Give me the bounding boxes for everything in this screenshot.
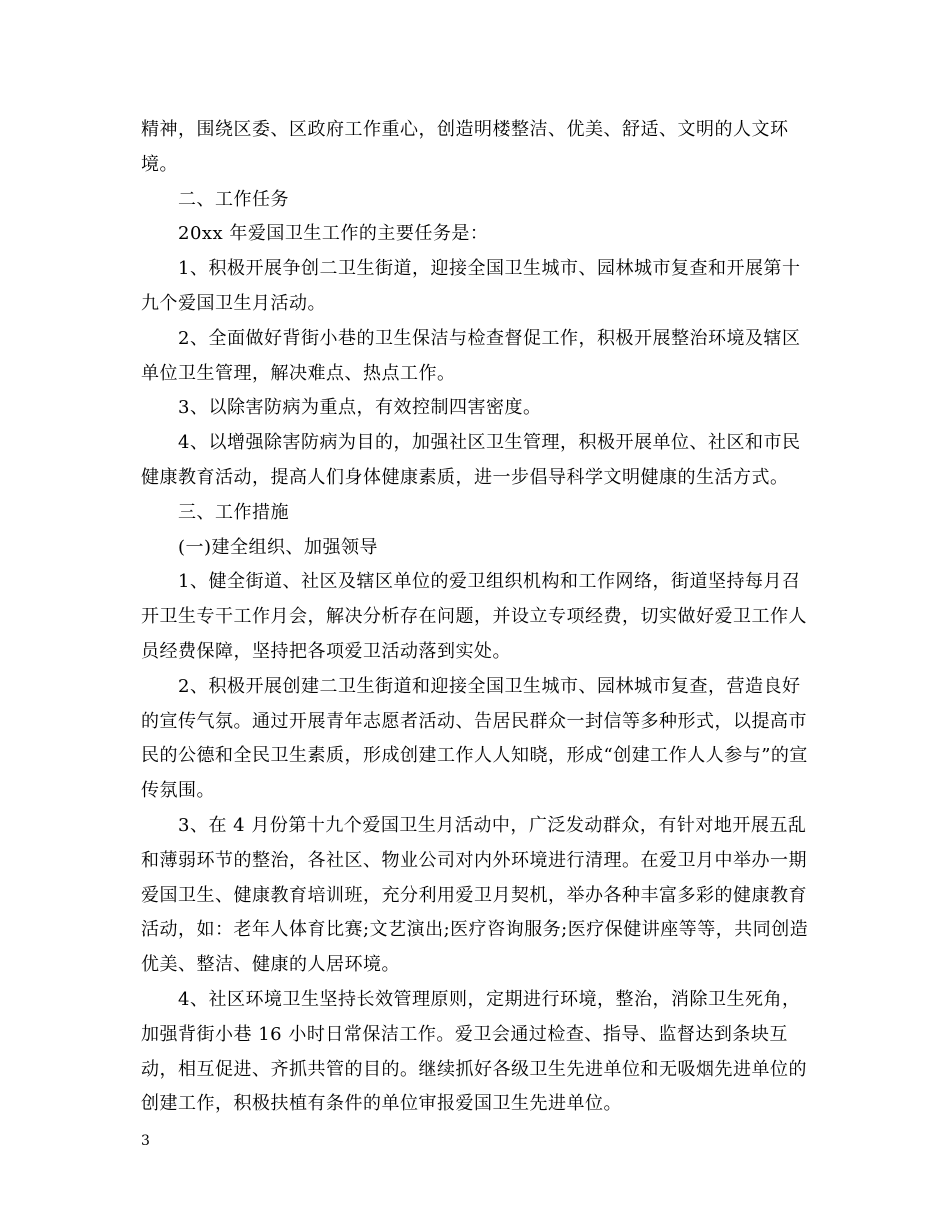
page-number: 3 <box>141 1133 150 1149</box>
paragraph: 20xx 年爱国卫生工作的主要任务是： <box>178 223 489 245</box>
list-item: 3、在 4 月份第十九个爱国卫生月活动中，广泛发动群众，有针对地开展五乱和薄弱环节的整治，各社区、物业公司对内外环境进行清理。在爱卫月中举办一期爱国卫生、健康教育培训班，充分利用爱卫月契机，举办各种丰富多彩的健康教育活动，如：老年人体育比赛;文艺演出;医疗咨询服务;医疗保健讲座等等，共同创造优美、整洁、健康的人居环境。 <box>141 814 809 976</box>
list-item: 2、全面做好背街小巷的卫生保洁与检查督促工作，积极开展整治环境及辖区单位卫生管理，解决难点、热点工作。 <box>141 327 801 384</box>
section-heading: 二、工作任务 <box>178 188 289 210</box>
list-item: 1、健全街道、社区及辖区单位的爱卫组织机构和工作网络，街道坚持每月召开卫生专干工作月会，解决分析存在问题，并设立专项经费，切实做好爱卫工作人员经费保障，坚持把各项爱卫活动落到实处。 <box>141 571 807 662</box>
document-body <box>141 113 817 1122</box>
section-heading: 三、工作措施 <box>178 501 289 523</box>
list-item: 4、以增强除害防病为目的，加强社区卫生管理，积极开展单位、社区和市民健康教育活动，提高人们身体健康素质，进一步倡导科学文明健康的生活方式。 <box>141 432 801 488</box>
paragraph: 精神，围绕区委、区政府工作重心，创造明楼整洁、优美、舒适、文明的人文环境。 <box>141 119 789 175</box>
list-item: 2、积极开展创建二卫生街道和迎接全国卫生城市、园林城市复查，营造良好的宣传气氛。通过开展青年志愿者活动、告居民群众一封信等多种形式，以提高市民的公德和全民卫生素质，形成创建工作人人知晓，形成“创建工作人人参与”的宣传氛围。 <box>141 675 808 802</box>
list-item: 4、社区环境卫生坚持长效管理原则，定期进行环境，整治，消除卫生死角，加强背街小巷 16 小时日常保洁工作。爱卫会通过检查、指导、监督达到条块互动，相互促进、齐抓共管的目的。继续抓好各级卫生先进单位和无吸烟先进单位的创建工作，积极扶植有条件的单位审报爱国卫生先进单位。 <box>141 988 807 1115</box>
list-item: 1、积极开展争创二卫生街道，迎接全国卫生城市、园林城市复查和开展第十九个爱国卫生月活动。 <box>141 258 801 314</box>
subsection-heading: (一)建全组织、加强领导 <box>178 536 379 558</box>
list-item: 3、以除害防病为重点，有效控制四害密度。 <box>178 397 542 419</box>
